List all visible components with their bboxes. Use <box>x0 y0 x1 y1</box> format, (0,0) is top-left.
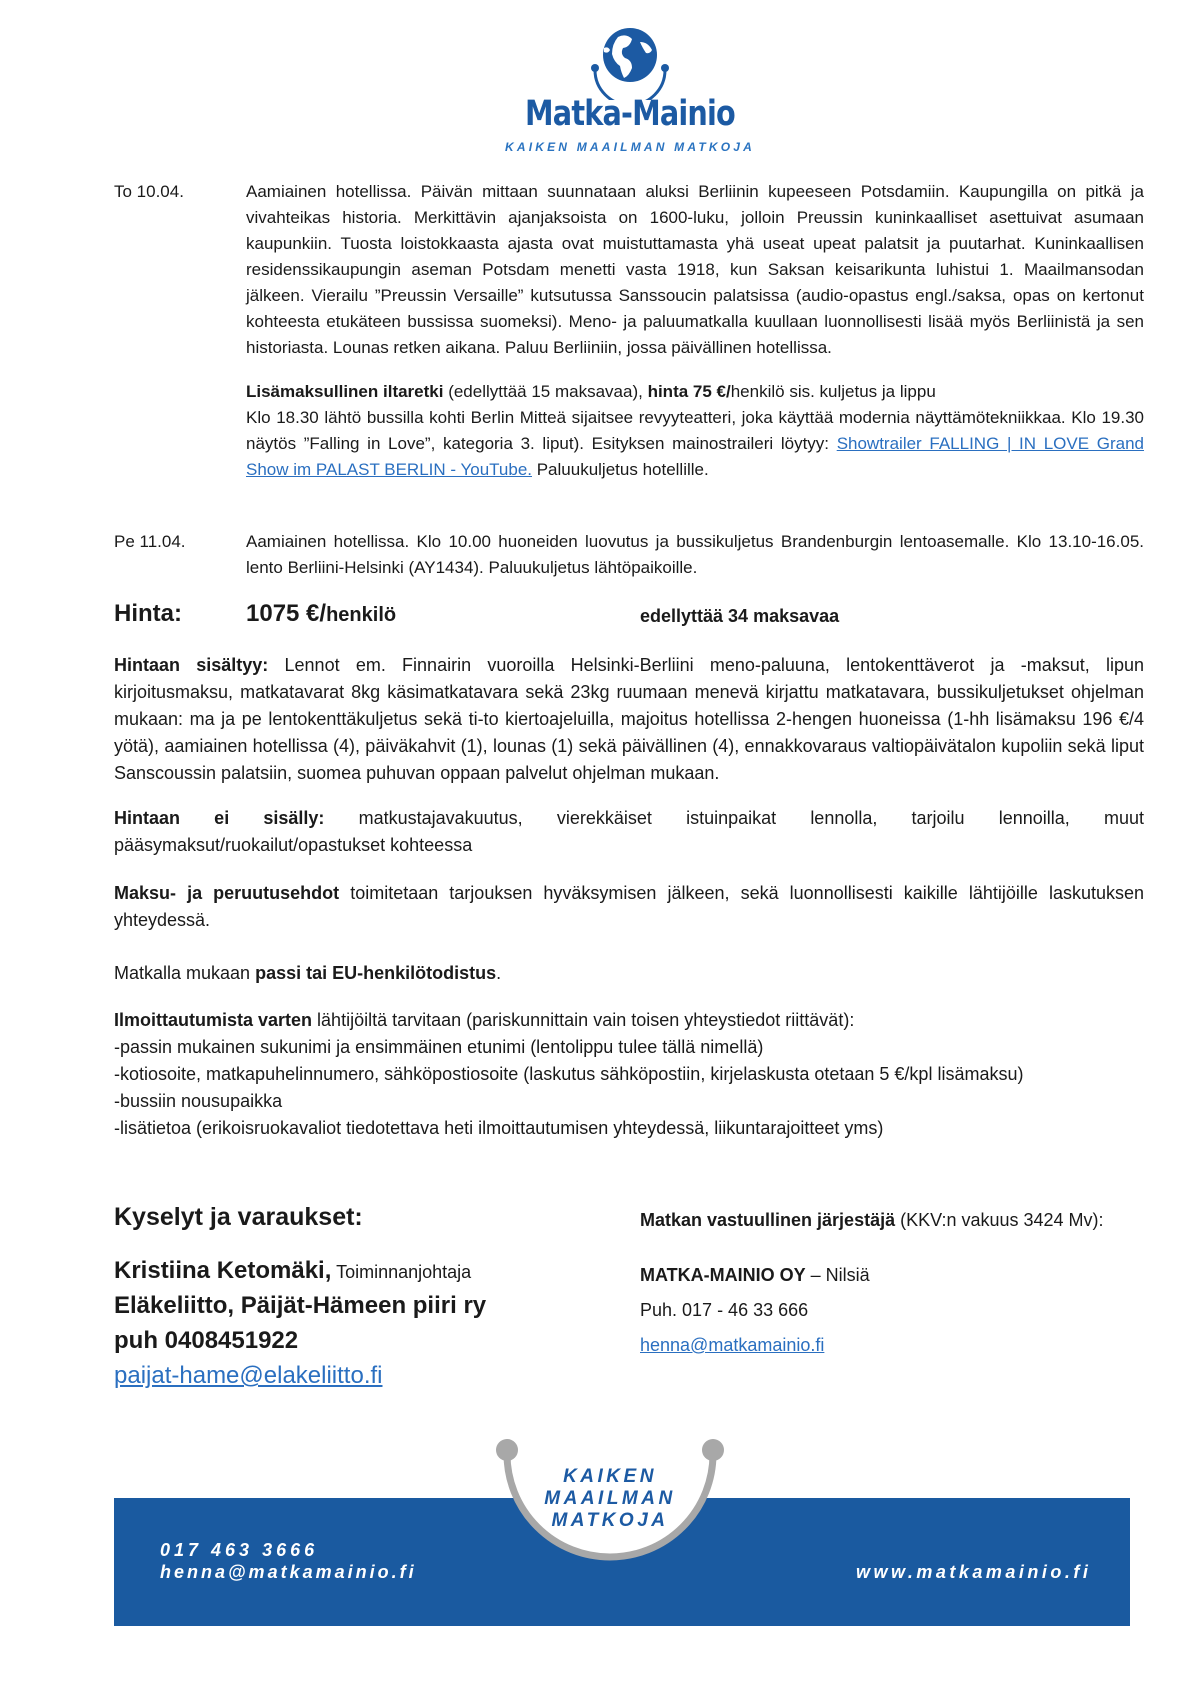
organizer-phone: Puh. 017 - 46 33 666 <box>640 1300 809 1320</box>
organizer-company: MATKA-MAINIO OY <box>640 1265 806 1285</box>
evening-trip-price: hinta 75 €/ <box>647 382 731 401</box>
organizer-location: – Nilsiä <box>805 1265 870 1285</box>
contact-heading: Kyselyt ja varaukset: <box>114 1203 363 1231</box>
registration-label: Ilmoittautumista varten <box>114 1010 313 1030</box>
price-label: Hinta: <box>114 600 182 627</box>
registration-item: -kotiosoite, matkapuhelinnumero, sähköpostiosoite (laskutus sähköpostiin, kirjelaskusta otetaan 5 €/kpl lisämaksu) <box>114 1064 1024 1084</box>
passport-text: Matkalla mukaan <box>114 963 256 983</box>
terms-label: Maksu- ja peruutusehdot <box>114 883 340 903</box>
footer-website[interactable]: www.matkamainio.fi <box>856 1562 1092 1582</box>
excluded-label: Hintaan ei sisälly: <box>114 808 325 828</box>
excluded-text: matkustajavakuutus, vierekkäiset istuinpaikat lennolla, tarjoilu lennoilla, muut pääsymaksut/ruokailut/opastukset kohteessa <box>114 808 1144 855</box>
contact-organization: Eläkeliitto, Päijät-Hämeen piiri ry <box>114 1292 487 1319</box>
passport-end: . <box>496 963 502 983</box>
terms-text: toimitetaan tarjouksen hyväksymisen jälkeen, sekä luonnollisesti kaikille lähtijöille laskutuksen yhteydessä. <box>114 883 1145 930</box>
passport-note <box>114 960 1144 987</box>
registration-item: -bussiin nousupaikka <box>114 1091 283 1111</box>
contact-name <box>114 1257 471 1285</box>
footer-email[interactable]: henna@matkamainio.fi <box>160 1562 417 1582</box>
included-text: Lennot em. Finnairin vuoroilla Helsinki-Berliini meno-paluuna, lentokenttäverot ja -maksut, lipun kirjoitusmaksu, matkatavarat 8kg käsimatkatavara sekä 23kg ruumaan menevä kirjattu matkatavara, bussikuljetukset ohjelman mukaan: ma ja pe lentokenttäkuljetus sekä ti-to kiertoajeluilla, majoitus hotellissa 2-hengen huoneissa (1-hh lisämaksu 196 €/4 yötä), aamiainen hotellissa (4), päiväkahvit (1), lounas (1) sekä päivällinen (4), ennakkovaraus valtiopäivätalon kupoliin sekä liput Sanscoussin palatsiin, suomea puhuvan oppaan palvelut ohjelman mukaan. <box>114 655 1144 783</box>
price-amount: 1075 €/ <box>246 600 327 627</box>
price-value <box>246 600 396 628</box>
footer-slogan <box>530 1466 690 1532</box>
price-requirement: edellyttää 34 maksavaa <box>640 606 840 626</box>
excluded-section <box>114 805 1144 859</box>
passport-bold: passi tai EU-henkilötodistus <box>255 963 497 983</box>
day-description-friday <box>246 529 1144 581</box>
contact-role: Toiminnanjohtaja <box>331 1262 472 1282</box>
day-label-thursday: To 10.04. <box>114 182 184 201</box>
evening-trip <box>246 379 1144 483</box>
organizer-name <box>640 1265 870 1286</box>
registration-text: lähtijöiltä tarvitaan (pariskunnittain vain toisen yhteystiedot riittävät): <box>312 1010 855 1030</box>
contact-email-link[interactable]: paijat-hame@elakeliitto.fi <box>114 1362 383 1389</box>
evening-trip-price-rest: henkilö sis. kuljetus ja lippu <box>730 382 936 401</box>
slogan-line: MATKOJA <box>551 1510 669 1531</box>
day-label-friday: Pe 11.04. <box>114 532 186 551</box>
globe-icon <box>500 20 760 100</box>
evening-trip-return: Paluukuljetus hotellille. <box>532 460 709 479</box>
registration-item: -lisätietoa (erikoisruokavaliot tiedotettava heti ilmoittautumisen yhteydessä, liikuntarajoitteet yms) <box>114 1118 884 1138</box>
registration-item: -passin mukainen sukunimi ja ensimmäinen etunimi (lentolippu tulee tällä nimellä) <box>114 1037 764 1057</box>
brand-name: Matka-Mainio <box>525 94 735 134</box>
terms-section <box>114 880 1144 934</box>
evening-trip-requirement: (edellyttää 15 maksavaa), <box>443 382 648 401</box>
brand-logo <box>500 20 760 160</box>
day-paragraph: Aamiainen hotellissa. Klo 10.00 huoneiden luovutus ja bussikuljetus Brandenburgin lentoasemalle. Klo 13.10-16.05. lento Berliini-Helsinki (AY1434). Paluukuljetus lähtöpaikoille. <box>246 532 1144 577</box>
slogan-line: KAIKEN <box>563 1466 657 1487</box>
evening-trip-title: Lisämaksullinen iltaretki <box>246 382 444 401</box>
organizer-heading-bold: Matkan vastuullinen järjestäjä <box>640 1210 896 1230</box>
organizer-heading <box>640 1210 1104 1231</box>
included-label: Hintaan sisältyy: <box>114 655 269 675</box>
registration-section <box>114 1007 1144 1142</box>
slogan-line: MAAILMAN <box>544 1488 676 1509</box>
price-unit: henkilö <box>326 604 397 626</box>
organizer-guarantee: (KKV:n vakuus 3424 Mv): <box>895 1210 1104 1230</box>
contact-phone: puh 0408451922 <box>114 1327 299 1354</box>
evening-trip-text: Klo 18.30 lähtö bussilla kohti Berlin Mitteä sijaitsee revyyteatteri, joka käyttää modernia näyttämötekniikkaa. Klo 19.30 näytös ”Falling in Love”, kategoria 3. liput). Esityksen mainostraileri löytyy: <box>246 408 1144 453</box>
day-description-thursday <box>246 179 1144 483</box>
day-paragraph: Aamiainen hotellissa. Päivän mittaan suunnataan aluksi Berliinin kupeeseen Potsdamiin. Kaupungilla on pitkä ja vivahteikas historia. Merkittävin ajanjaksoista on 1600-luku, jolloin Preussin kuninkaalliset asettuivat asumaan kaupunkiin. Tuosta loistokkaasta ajasta ovat muistuttamasta yhä useat upeat palatsit ja puutarhat. Kuninkaallisen residenssikaupungin aseman Potsdam menetti vasta 1918, kun Saksan keisarikunta luhistui 1. Maailmansodan jälkeen. Vierailu ”Preussin Versaille” kutsutussa Sanssoucin palatsissa (audio-opastus engl./saksa, opas on kertonut kohteesta etukäteen bussissa suomeksi). Meno- ja paluumatkalla kuullaan luonnollisesti lisää myös Berliinistä ja sen historiasta. Lounas retken aikana. Paluu Berliiniin, jossa päivällinen hotellissa. <box>246 182 1144 357</box>
contact-person: Kristiina Ketomäki, <box>114 1257 332 1284</box>
showtrailer-link[interactable]: Showtrailer FALLING | IN LOVE Grand Show im PALAST BERLIN - YouTube. <box>246 434 1144 479</box>
organizer-email-link[interactable]: henna@matkamainio.fi <box>640 1335 825 1355</box>
footer-phone: 017 463 3666 <box>160 1540 319 1560</box>
included-section <box>114 652 1144 787</box>
brand-tagline: KAIKEN MAAILMAN MATKOJA <box>504 140 756 154</box>
